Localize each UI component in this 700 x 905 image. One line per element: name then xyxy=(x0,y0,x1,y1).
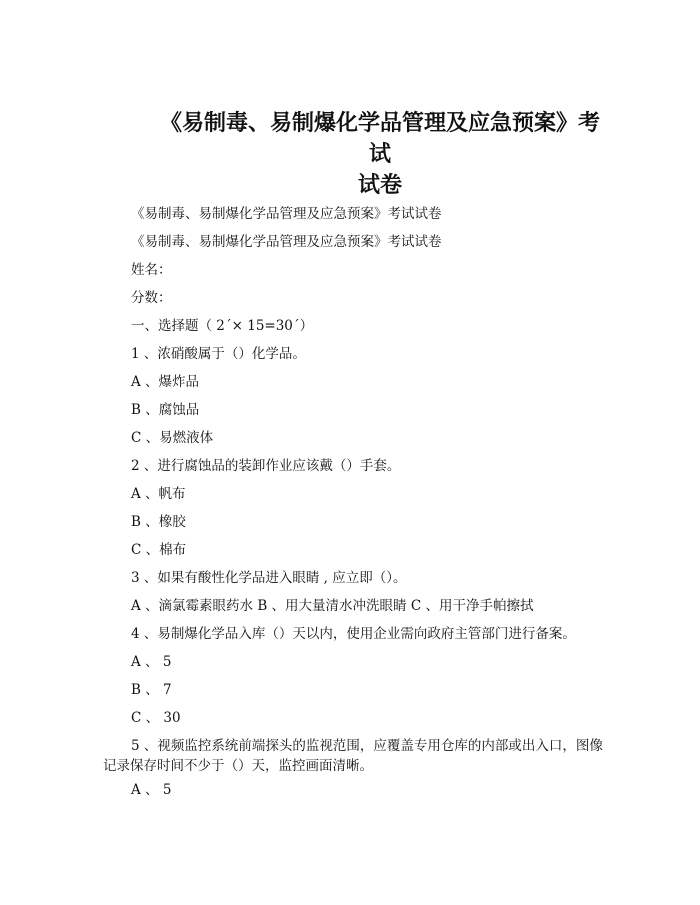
section-heading: 一、选择题（ 2´× 15=30´） xyxy=(131,318,314,334)
question-4: 4 、易制爆化学品入库（）天以内，使用企业需向政府主管部门进行备案。 xyxy=(131,626,576,642)
question-1: 1 、浓硝酸属于（）化学品。 xyxy=(131,346,306,362)
score-label: 分数： xyxy=(131,290,172,306)
question-1-option-b: B 、腐蚀品 xyxy=(131,402,200,418)
question-3: 3 、如果有酸性化学品进入眼睛 , 应立即（）。 xyxy=(131,570,407,586)
question-4-option-c: C 、 30 xyxy=(131,710,181,726)
question-1-option-c: C 、易燃液体 xyxy=(131,430,214,446)
question-2: 2 、进行腐蚀品的装卸作业应该戴（）手套。 xyxy=(131,458,401,474)
document-title xyxy=(150,108,610,201)
question-5-option-a: A 、 5 xyxy=(131,782,172,798)
name-label: 姓名： xyxy=(131,262,172,278)
question-4-option-b: B 、 7 xyxy=(131,682,172,698)
question-1-option-a: A 、爆炸品 xyxy=(131,374,200,390)
document-title-line-1: 《易制毒、易制爆化学品管理及应急预案》考试 xyxy=(159,110,600,167)
question-2-option-c: C 、棉布 xyxy=(131,542,187,558)
subtitle-line-repeat: 《易制毒、易制爆化学品管理及应急预案》考试试卷 xyxy=(131,234,442,250)
question-5: 5 、视频监控系统前端探头的监视范围，应覆盖专用仓库的内部或出入口，图像记录保存时间不少于（）天，监控画面清晰。 xyxy=(103,738,603,774)
subtitle-line: 《易制毒、易制爆化学品管理及应急预案》考试试卷 xyxy=(131,206,442,222)
question-2-option-a: A 、帆布 xyxy=(131,486,186,502)
question-4-option-a: A 、 5 xyxy=(131,654,172,670)
question-3-options: A 、滴氯霉素眼药水 B 、用大量清水冲洗眼睛 C 、用干净手帕擦拭 xyxy=(131,598,534,614)
question-2-option-b: B 、橡胶 xyxy=(131,514,186,530)
document-title-line-2: 试卷 xyxy=(357,172,402,198)
